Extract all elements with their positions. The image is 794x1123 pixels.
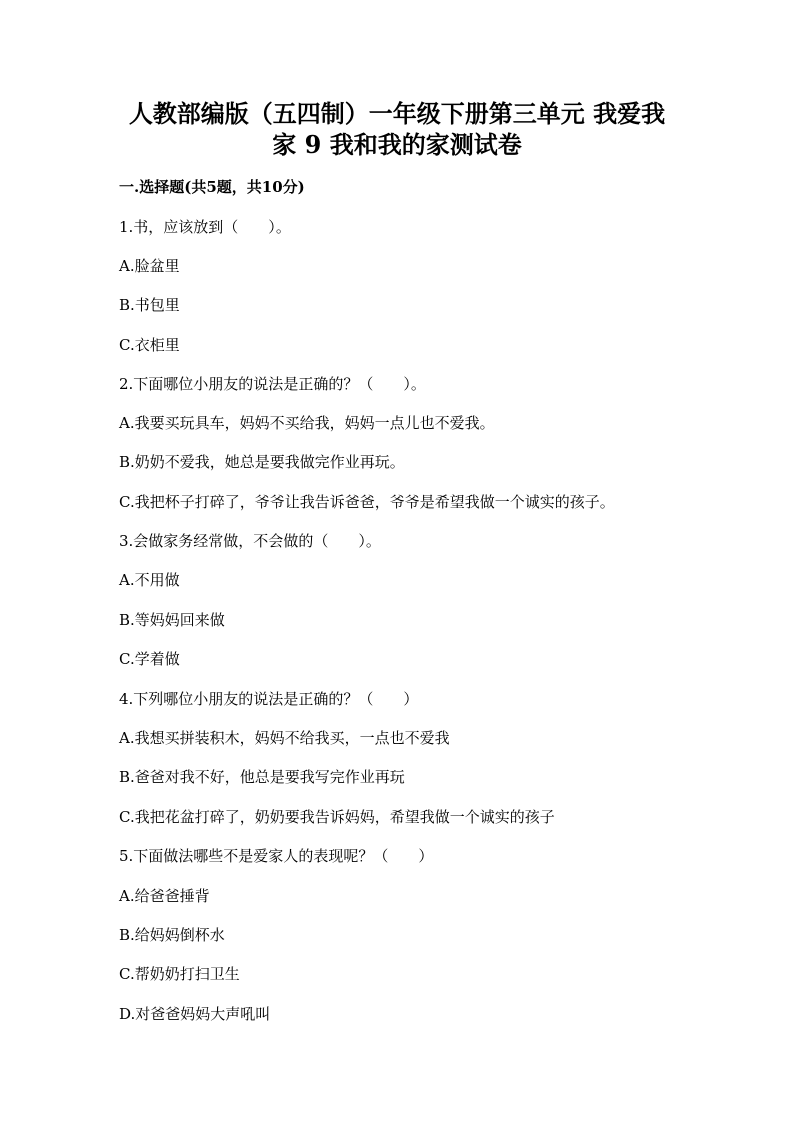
question-2-option-b: B.奶奶不爱我，她总是要我做完作业再玩。 — [119, 453, 405, 471]
question-1-option-c: C.衣柜里 — [119, 336, 180, 354]
question-5-option-b: B.给妈妈倒杯水 — [119, 926, 225, 944]
document-title-line-2: 家 9 我和我的家测试卷 — [272, 130, 522, 159]
question-1-stem: 1.书，应该放到（ ）。 — [119, 218, 291, 236]
question-2-option-a: A.我要买玩具车，妈妈不买给我，妈妈一点儿也不爱我。 — [119, 414, 495, 432]
question-4-option-b: B.爸爸对我不好，他总是要我写完作业再玩 — [119, 768, 405, 786]
question-5-option-d: D.对爸爸妈妈大声吼叫 — [119, 1005, 271, 1023]
section-heading-multiple-choice: 一.选择题(共5题，共10分) — [119, 178, 305, 196]
question-4-option-a: A.我想买拼装积木，妈妈不给我买，一点也不爱我 — [119, 729, 450, 747]
question-1-option-a: A.脸盆里 — [119, 257, 180, 275]
question-4-stem: 4.下列哪位小朋友的说法是正确的？（ ） — [119, 690, 419, 708]
question-2-stem: 2.下面哪位小朋友的说法是正确的？（ ）。 — [119, 375, 426, 393]
question-5-stem: 5.下面做法哪些不是爱家人的表现呢？（ ） — [119, 847, 434, 865]
question-3-option-a: A.不用做 — [119, 571, 180, 589]
question-4-option-c: C.我把花盆打碎了，奶奶要我告诉妈妈，希望我做一个诚实的孩子 — [119, 808, 555, 826]
question-5-option-a: A.给爸爸捶背 — [119, 887, 210, 905]
question-1-option-b: B.书包里 — [119, 296, 180, 314]
question-3-stem: 3.会做家务经常做，不会做的（ ）。 — [119, 532, 381, 550]
question-5-option-c: C.帮奶奶打扫卫生 — [119, 965, 240, 983]
question-2-option-c: C.我把杯子打碎了，爷爷让我告诉爸爸，爷爷是希望我做一个诚实的孩子。 — [119, 493, 615, 511]
document-title-line-1: 人教部编版（五四制）一年级下册第三单元 我爱我 — [128, 99, 666, 128]
question-3-option-b: B.等妈妈回来做 — [119, 611, 225, 629]
question-3-option-c: C.学着做 — [119, 650, 180, 668]
